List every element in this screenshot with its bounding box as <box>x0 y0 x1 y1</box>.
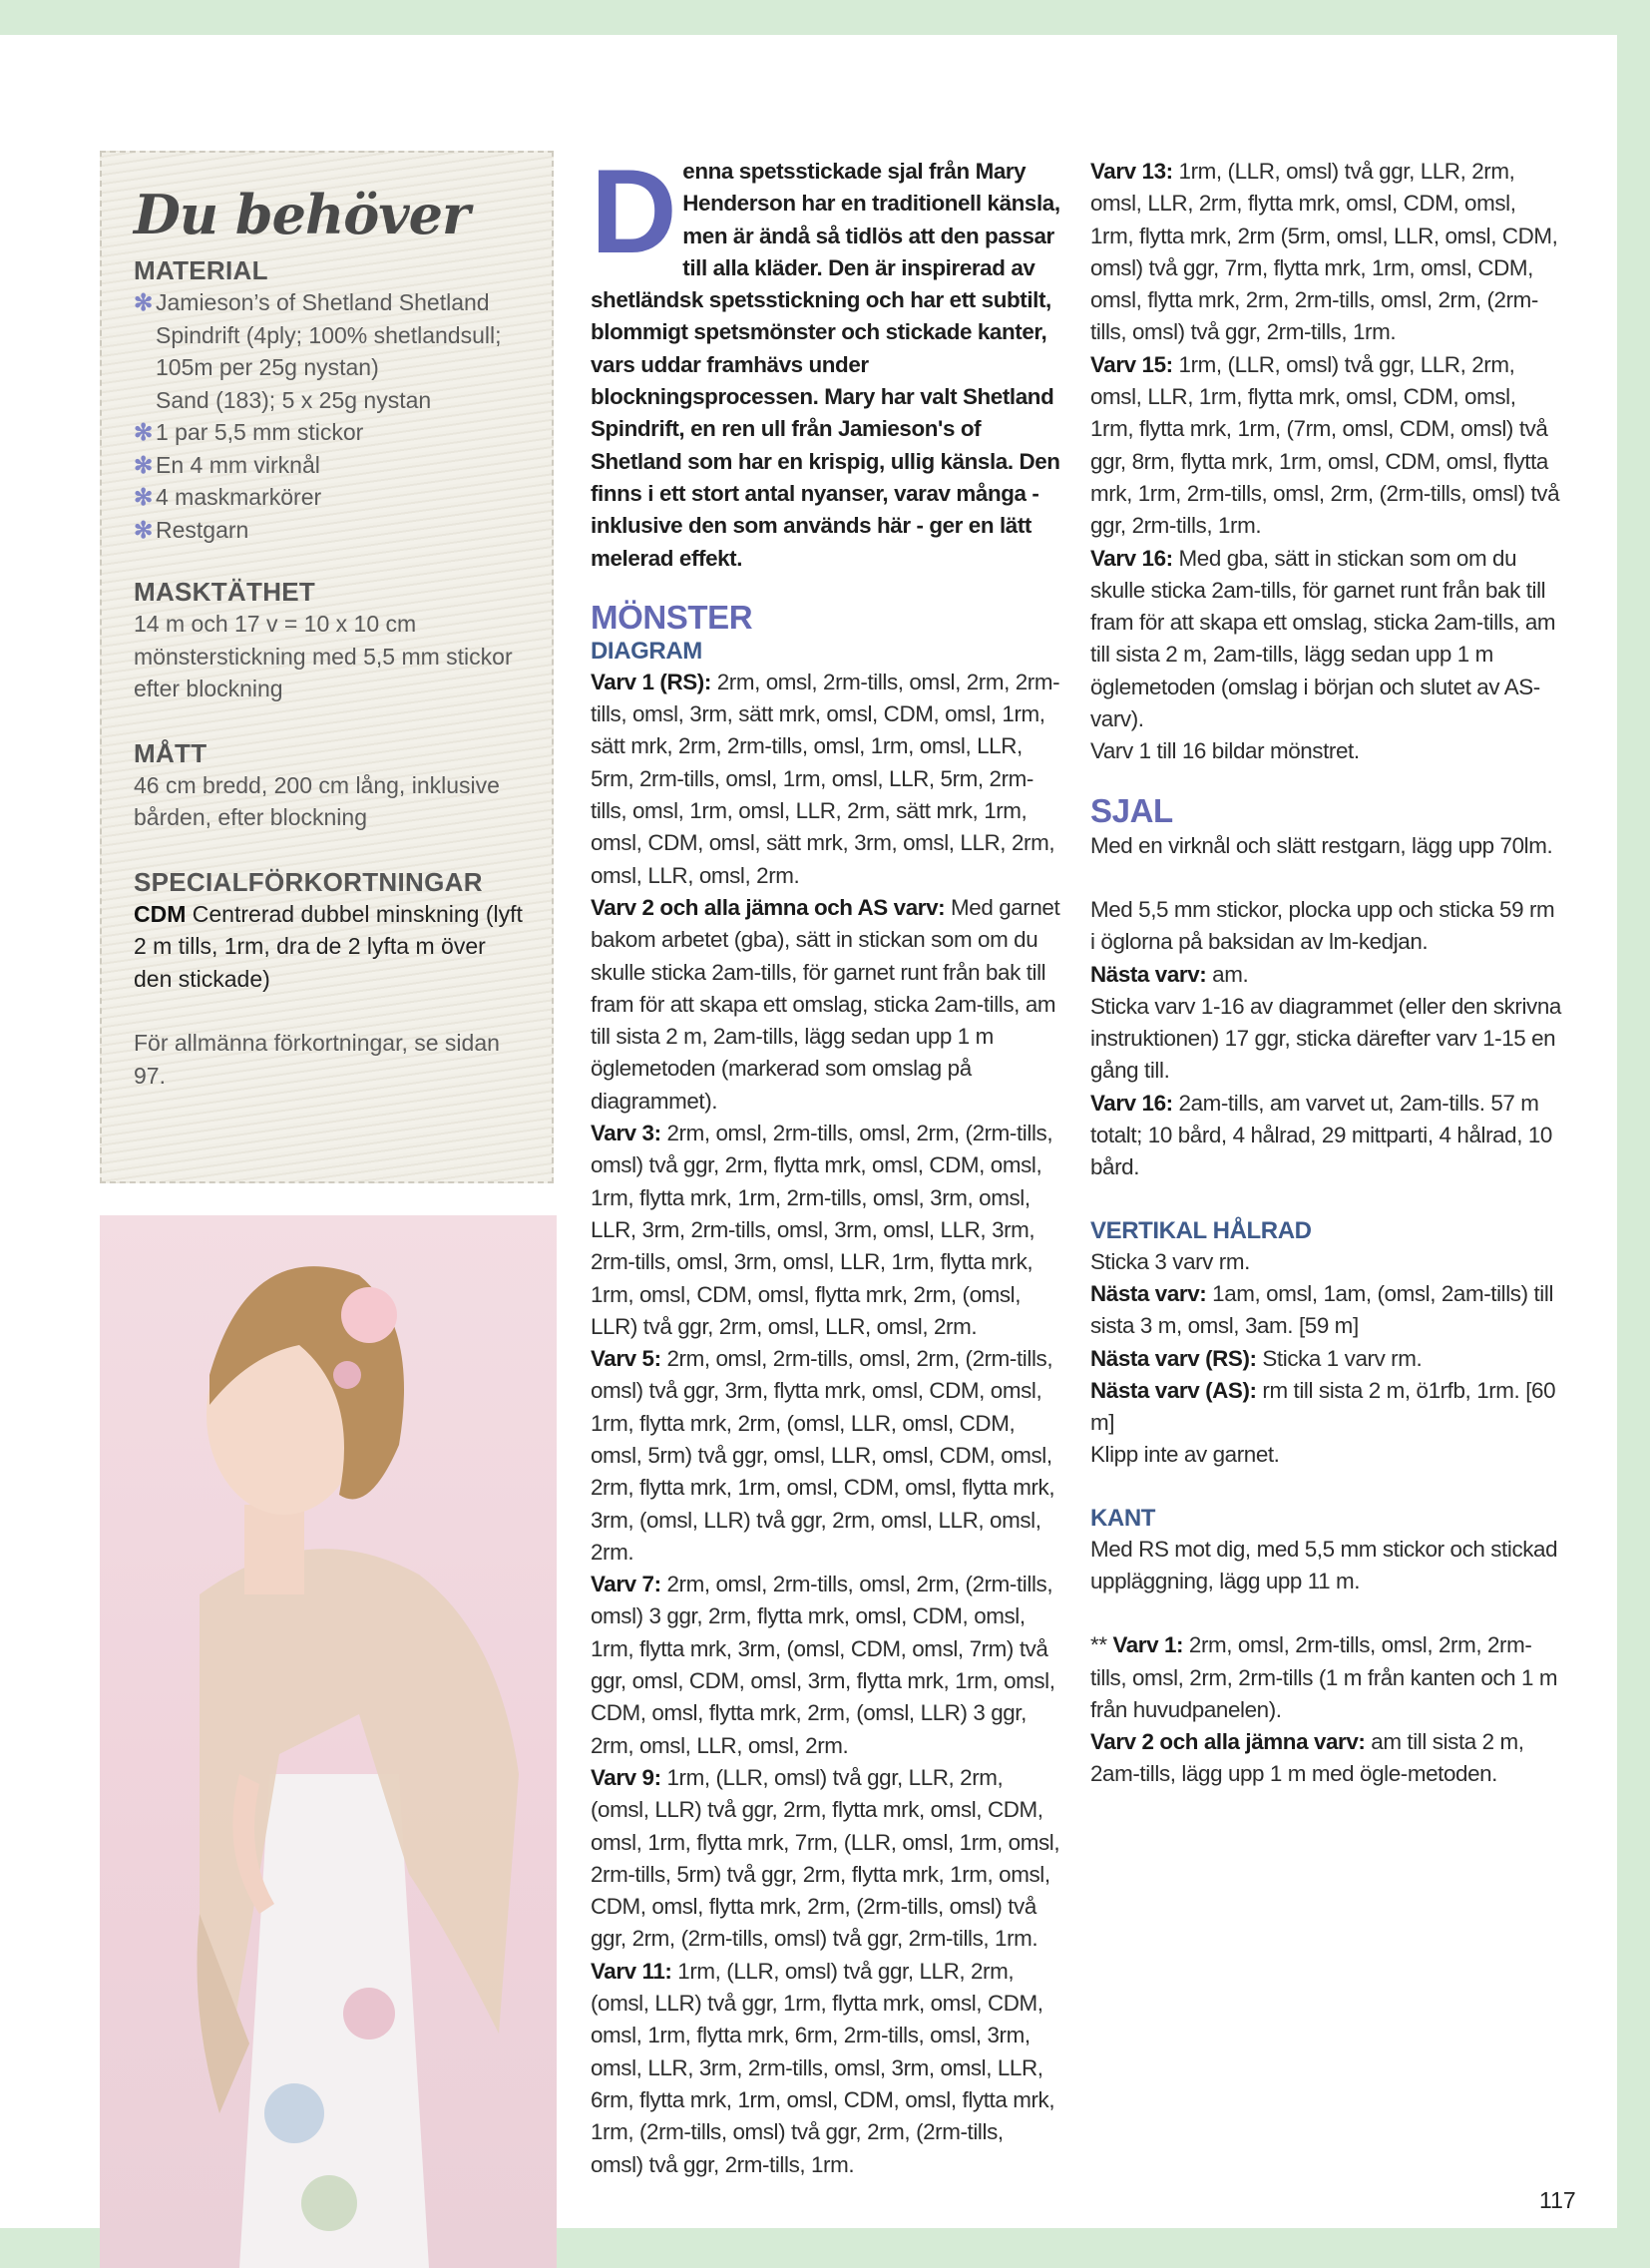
list-item: ✻ Restgarn <box>134 514 524 547</box>
size-heading: MÅTT <box>134 737 207 768</box>
shawl-row: Varv 16: 2am-tills, am varvet ut, 2am-tills. 57 m totalt; 10 bård, 4 hålrad, 29 mittparti, 4 hålrad, 10 bård. <box>1090 1090 1552 1180</box>
eyelet-text: Klipp inte av garnet. <box>1090 1442 1280 1468</box>
diagram-subheading: DIAGRAM <box>591 637 702 665</box>
drop-cap: D <box>591 145 677 278</box>
pattern-row: Varv 1 (RS): 2rm, omsl, 2rm-tills, omsl, 2rm, 2rm-tills, omsl, 3rm, sätt mrk, omsl, CDM, omsl, 1rm, sätt mrk, 2rm, 2rm-tills, omsl, 1rm, omsl, LLR, 5rm, 2rm-tills, omsl, 1rm, omsl, LLR, 5rm, 2rm-tills, omsl, 1rm, omsl, LLR, 2rm, sätt mrk, 1rm, omsl, CDM, omsl, sätt mrk, 3rm, omsl, LLR, 2rm, omsl, LLR, omsl, 2rm. <box>591 669 1060 888</box>
eyelet-row: Nästa varv (RS): Sticka 1 varv rm. <box>1090 1345 1423 1371</box>
shawl-text: Med 5,5 mm stickor, plocka upp och sticka 59 rm i öglorna på baksidan av lm-kedjan. <box>1090 896 1555 955</box>
shawl-text: Sticka varv 1-16 av diagrammet (eller den skrivna instruktionen) 17 ggr, sticka därefter varv 1-15 en gång till. <box>1090 993 1561 1084</box>
edge-row: Varv 2 och alla jämna varv: am till sista 2 m, 2am-tills, lägg upp 1 m med ögle-metoden. <box>1090 1729 1524 1787</box>
pattern-note: Varv 1 till 16 bildar mönstret. <box>1090 738 1360 764</box>
material-list <box>134 286 524 546</box>
page-number: 117 <box>1539 2187 1576 2213</box>
material-heading: MATERIAL <box>134 255 268 285</box>
pattern-row: Varv 3: 2rm, omsl, 2rm-tills, omsl, 2rm, (2rm-tills, omsl) två ggr, 2rm, flytta mrk, omsl, CDM, omsl, 1rm, flytta mrk, 1rm, 2rm-tills, omsl, 3rm, omsl, LLR, 3rm, 2rm-tills, omsl, 3rm, omsl, LLR, 3rm, 2rm-tills, omsl, 3rm, omsl, LLR, 1rm, flytta mrk, 1rm, omsl, CDM, omsl, flytta mrk, 2rm, (omsl, LLR) två ggr, 2rm, omsl, LLR, omsl, 2rm. <box>591 1121 1053 1339</box>
edge-row: ** Varv 1: 2rm, omsl, 2rm-tills, omsl, 2rm, 2rm-tills, omsl, 2rm, 2rm-tills (1 m från kanten och 1 m från huvudpanelen). <box>1090 1632 1558 1722</box>
shawl-text: Med en virknål och slätt restgarn, lägg upp 70lm. <box>1090 832 1553 858</box>
asterisk-bullet-icon: ✻ <box>134 516 154 543</box>
asterisk-bullet-icon: ✻ <box>134 419 154 445</box>
woman-in-lace-shawl-photo <box>100 1215 557 2268</box>
middle-column <box>591 145 1061 2181</box>
photo-illustration <box>100 1215 557 2268</box>
materials-box <box>100 151 554 1183</box>
list-item: ✻ 1 par 5,5 mm stickor <box>134 416 524 449</box>
list-item: ✻ En 4 mm virknål <box>134 449 524 482</box>
list-item: ✻ 4 maskmarkörer <box>134 481 524 514</box>
eyelet-text: Sticka 3 varv rm. <box>1090 1248 1250 1274</box>
intro-paragraph: Denna spetsstickade sjal från Mary Henderson har en traditionell känsla, men är ändå så tidlös att den passar till alla kläder. Den är inspirerad av shetländsk spetsstickning och har ett subtilt, blommigt spetsmönster och stickade kanter, vars uddar framhävs under blockningsprocessen. Mary har valt Shetland Spindrift, en ren ull från Jamieson's of Shetland som har en krispig, ullig känsla. Den finns i ett stort antal nyanser, varav många - inklusive den som används här - ger en lätt melerad effekt. <box>591 145 1060 571</box>
eyelet-heading: VERTIKAL HÅLRAD <box>1090 1216 1312 1244</box>
eyelet-row: Nästa varv (AS): rm till sista 2 m, ö1rfb, 1rm. [60 m] <box>1090 1377 1556 1436</box>
edge-heading: KANT <box>1090 1504 1156 1532</box>
pattern-row: Varv 16: Med gba, sätt in stickan som om du skulle sticka 2am-tills, för garnet runt från bak till fram för att skapa ett omslag, sticka 2am-tills, am till sista 2 m, 2am-tills, lägg sedan upp 1 m öglemetoden (omslag i början och slutet av AS-varv). <box>1090 545 1556 732</box>
abbreviations-heading: SPECIALFÖRKORTNINGAR <box>134 866 483 897</box>
pattern-row: Varv 7: 2rm, omsl, 2rm-tills, omsl, 2rm, (2rm-tills, omsl) 3 ggr, 2rm, flytta mrk, omsl, CDM, omsl, 1rm, flytta mrk, 3rm, (omsl, CDM, omsl, 7rm) två ggr, omsl, CDM, omsl, 3rm, flytta mrk, 1rm, omsl, CDM, omsl, flytta mrk, 2rm, (omsl, LLR) 3 ggr, 2rm, omsl, LLR, omsl, 2rm. <box>591 1572 1055 1758</box>
edge-text: Med RS mot dig, med 5,5 mm stickor och stickad uppläggning, lägg upp 11 m. <box>1090 1536 1558 1593</box>
pattern-row: Varv 13: 1rm, (LLR, omsl) två ggr, LLR, 2rm, omsl, LLR, 2rm, flytta mrk, omsl, CDM, omsl, 1rm, flytta mrk, 2rm (5rm, omsl, LLR, omsl, CDM, omsl) två ggr, 7rm, flytta mrk, 1rm, omsl, CDM, omsl, flytta mrk, 2rm, 2rm-tills, omsl, 2rm, (2rm-tills, omsl) två ggr, 2rm-tills, 1rm. <box>1090 159 1558 345</box>
eyelet-row: Nästa varv: 1am, omsl, 1am, (omsl, 2am-tills) till sista 3 m, omsl, 3am. [59 m] <box>1090 1280 1554 1339</box>
pattern-row: Varv 11: 1rm, (LLR, omsl) två ggr, LLR, 2rm, (omsl, LLR) två ggr, 1rm, flytta mrk, omsl, CDM, omsl, 1rm, flytta mrk, 6rm, 2rm-tills, omsl, 3rm, omsl, LLR, 3rm, 2rm-tills, omsl, 3rm, omsl, LLR, 6rm, flytta mrk, 1rm, omsl, CDM, omsl, flytta mrk, 1rm, (2rm-tills, omsl) två ggr, 2rm, (2rm-tills, omsl) två ggr, 2rm-tills, 1rm. <box>591 1958 1055 2177</box>
gauge-text: 14 m och 17 v = 10 x 10 cm mönsterstickning med 5,5 mm stickor efter blockning <box>134 611 513 701</box>
general-abbreviations-note: För allmänna förkortningar, se sidan 97. <box>134 1030 500 1089</box>
asterisk-bullet-icon: ✻ <box>134 484 154 510</box>
shawl-heading: SJAL <box>1090 791 1173 829</box>
pattern-row: Varv 9: 1rm, (LLR, omsl) två ggr, LLR, 2rm, (omsl, LLR) två ggr, 2rm, flytta mrk, omsl, CDM, omsl, 1rm, flytta mrk, 7rm, (LLR, omsl, 1rm, omsl, 2rm-tills, 5rm) två ggr, 2rm, flytta mrk, 1rm, omsl, CDM, omsl, flytta mrk, 2rm, (2rm-tills, omsl) två ggr, 2rm, (2rm-tills, omsl) två ggr, 2rm-tills, 1rm. <box>591 1764 1060 1952</box>
abbreviation-cdm: CDM Centrerad dubbel minskning (lyft 2 m tills, 1rm, dra de 2 lyfta m över den stickade) <box>134 900 523 992</box>
pattern-row: Varv 5: 2rm, omsl, 2rm-tills, omsl, 2rm, (2rm-tills, omsl) två ggr, 3rm, flytta mrk, omsl, CDM, omsl, 1rm, flytta mrk, 2rm, (omsl, LLR, omsl, CDM, omsl, 5rm) två ggr, omsl, LLR, omsl, CDM, omsl, 2rm, flytta mrk, 1rm, omsl, CDM, omsl, flytta mrk, 3rm, (omsl, LLR) två ggr, 2rm, omsl, LLR, omsl, 2rm. <box>591 1346 1055 1565</box>
list-item: ✻ Jamieson’s of Shetland Shetland Spindrift (4ply; 100% shetlandsull; 105m per 25g nystan) <box>134 286 524 384</box>
size-text: 46 cm bredd, 200 cm lång, inklusive bården, efter blockning <box>134 771 500 830</box>
asterisk-bullet-icon: ✻ <box>134 289 154 315</box>
materials-title: Du behöver <box>134 183 470 246</box>
list-item: Sand (183); 5 x 25g nystan <box>156 386 432 413</box>
gauge-heading: MASKTÄTHET <box>134 577 316 607</box>
pattern-row: Varv 15: 1rm, (LLR, omsl) två ggr, LLR, 2rm, omsl, LLR, 1rm, flytta mrk, omsl, CDM, omsl, 1rm, flytta mrk, 1rm, (7rm, omsl, CDM, omsl) två ggr, 8rm, flytta mrk, 1rm, omsl, CDM, omsl, flytta mrk, 1rm, 2rm-tills, omsl, 2rm, (2rm-tills, omsl) två ggr, 2rm-tills, 1rm. <box>1090 351 1560 539</box>
pattern-heading: MÖNSTER <box>591 598 753 636</box>
pattern-row: Varv 2 och alla jämna och AS varv: Med garnet bakom arbetet (gba), sätt in stickan som om du skulle sticka 2am-tills, för garnet runt från bak till fram för att skapa ett omslag, sticka 2am-tills, am till sista 2 m, 2am-tills, lägg sedan upp 1 m öglemetoden (markerad som omslag på diagrammet). <box>591 894 1060 1114</box>
asterisk-bullet-icon: ✻ <box>134 451 154 478</box>
right-column <box>1090 156 1561 1791</box>
shawl-row: Nästa varv: am. <box>1090 961 1249 987</box>
